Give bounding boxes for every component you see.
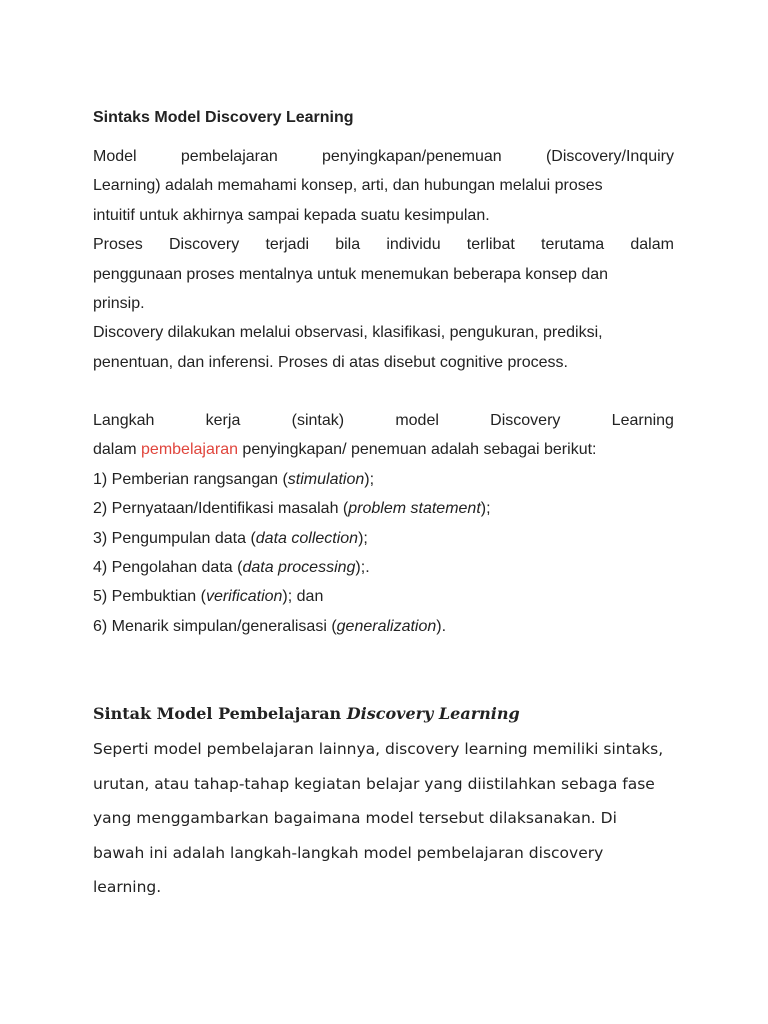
list-item: 6) Menarik simpulan/generalisasi (generalization). [93, 617, 447, 635]
text-line: Learning) adalah memahami konsep, arti, dan hubungan melalui proses [93, 177, 603, 195]
text-line: intuitif untuk akhirnya sampai kepada suatu kesimpulan. [93, 206, 490, 224]
list-item: 5) Pembuktian (verification); dan [93, 588, 324, 606]
steps-list [93, 465, 674, 641]
text-line: urutan, atau tahap-tahap kegiatan belajar yang diistilahkan sebaga fase [93, 774, 655, 793]
list-item: 1) Pemberian rangsangan (stimulation); [93, 470, 375, 488]
text-line: penggunaan proses mentalnya untuk menemukan beberapa konsep dan [93, 265, 609, 283]
list-item: 2) Pernyataan/Identifikasi masalah (problem statement); [93, 500, 491, 518]
paragraph-process [93, 230, 674, 318]
intro-text-block [93, 142, 674, 377]
text-line: bawah ini adalah langkah-langkah model pembelajaran discovery [93, 843, 604, 862]
text-line: penentuan, dan inferensi. Proses di atas disebut cognitive process. [93, 353, 568, 371]
paragraph-observation [93, 318, 674, 377]
steps-text-block [93, 406, 674, 641]
text-line: Seperti model pembelajaran lainnya, discovery learning memiliki sintaks, [93, 740, 664, 758]
paragraph-steps-intro [93, 406, 674, 465]
list-item: 4) Pengolahan data (data processing);. [93, 559, 370, 577]
closing-paragraph [93, 732, 674, 905]
section-heading-sintak-model: Sintak Model Pembelajaran Discovery Learning [93, 704, 520, 723]
section-heading-sintaks: Sintaks Model Discovery Learning [93, 109, 354, 126]
list-item: 3) Pengumpulan data (data collection); [93, 529, 368, 547]
justified-line: Model pembelajaran penyingkapan/penemuan (Discovery/Inquiry [93, 148, 674, 165]
justified-line: Langkah kerja (sintak) model Discovery Learning [93, 412, 674, 429]
paragraph-definition [93, 142, 674, 230]
text-line: Discovery dilakukan melalui observasi, klasifikasi, pengukuran, prediksi, [93, 324, 603, 342]
text-line: learning. [93, 878, 162, 896]
justified-line: Proses Discovery terjadi bila individu terlibat terutama dalam [93, 236, 674, 254]
text-line: prinsip. [93, 295, 145, 313]
text-line: dalam pembelajaran penyingkapan/ penemuan adalah sebagai berikut: [93, 441, 597, 459]
text-line: yang menggambarkan bagaimana model tersebut dilaksanakan. Di [93, 809, 617, 827]
pembelajaran-link[interactable]: pembelajaran [141, 441, 238, 459]
